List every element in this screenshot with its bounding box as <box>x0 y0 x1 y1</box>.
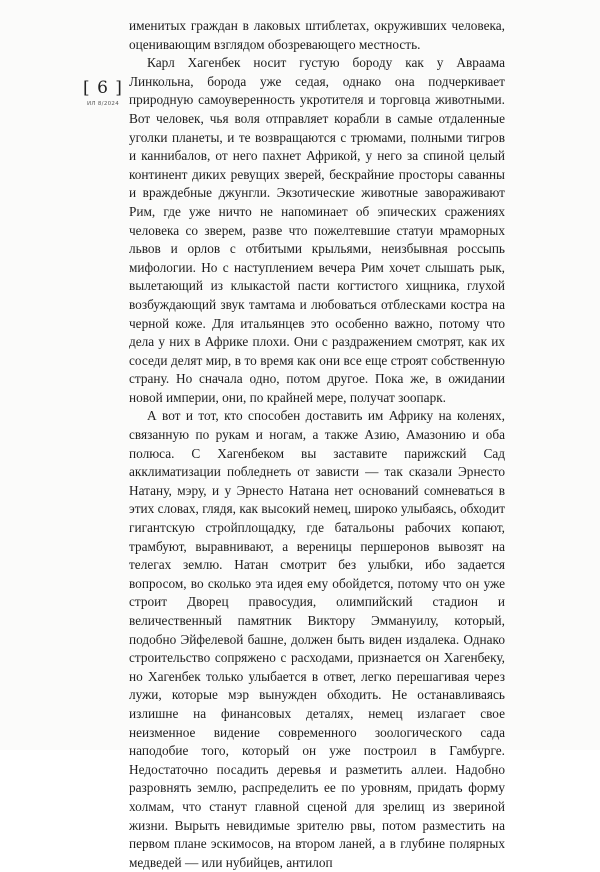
page-margin <box>78 78 128 107</box>
journal-issue: ИЛ 8/2024 <box>86 101 120 107</box>
paragraph: А вот и тот, кто способен доставить им Африку на коленях, связанную по рукам и ногам, а также Азию, Амазонию и оба полюса. С Хагенбеком вы заставите парижский Сад акклиматизации побледнеть от зависти — так сказали Эрнесто Натану, мэру, и у Эрнесто Натана нет оснований сомневаться в этих словах, глядя, как высокий немец, широко улыбаясь, обходит гигантскую стройплощадку, где батальоны рабочих копают, трамбуют, выравнивают, а вереницы першеронов вывозят на телегах землю. Натан смотрит без улыбки, ибо задается вопросом, во сколько эта идея ему обойдется, потому что он уже строит Дворец правосудия, олимпийский стадион и величественный памятник Виктору Эммануилу, который, подобно Эйфелевой башне, должен быть виден издалека. Однако строительство сопряжено с расходами, признается он Хагенбеку, но Хагенбек только улыбается в ответ, легко перешагивая через лужи, которые мэр вынужден обходить. Не останавливаясь излишне на финансовых деталях, немец излагает свое неизменное видение современного зоологического сада наподобие того, который он уже построил в Гамбурге. Недостаточно посадить деревья и разметить аллеи. Надобно разровнять землю, распределить ее по уровням, придать форму холмам, что станут главной сценой для зрелищ из звериной жизни. Вырыть невидимые зрителю рвы, потом разместить на первом плане эскимосов, на втором ланей, а в глубине полярных медведей — или нубийцев, антилоп <box>129 408 505 870</box>
page-number: [ 6 ] <box>83 78 123 98</box>
body-text <box>129 17 505 872</box>
paragraph: Карл Хагенбек носит густую бороду как у Авраама Линкольна, борода уже седая, однако она подчеркивает природную самоуверенность укротителя и торговца животными. Вот человек, чья воля отправляет корабли в самые отдаленные уголки планеты, и те возвращаются с трюмами, полными тигров и каннибалов, от него пахнет Африкой, у него за спиной целый континент диких ревущих зверей, бескрайние просторы саванны и враждебные джунгли. Экзотические животные завораживают Рим, где уже ничто не напоминает об эпических сражениях человека со зверем, разве что пожелтевшие статуи мраморных львов и орлов с отбитыми крыльями, неизбывная россыпь мифологии. Но с наступлением вечера Рим хочет слышать рык, вылетающий из клыкастой пасти когтистого хищника, глухой возбуждающий звук тамтама и любоваться отблесками костра на черной коже. Для итальянцев это особенно важно, потому что дела у них в Африке плохи. Они с раздражением смотрят, как их соседи делят мир, в то время как они все еще строят собственную страну. Но сначала одно, потом другое. Пока же, в ожидании новой империи, они, по крайней мере, получат зоопарк. <box>129 55 505 405</box>
paragraph-continuation: именитых граждан в лаковых штиблетах, окруживших человека, оценивающим взглядом обозревающего местность. <box>129 18 505 52</box>
